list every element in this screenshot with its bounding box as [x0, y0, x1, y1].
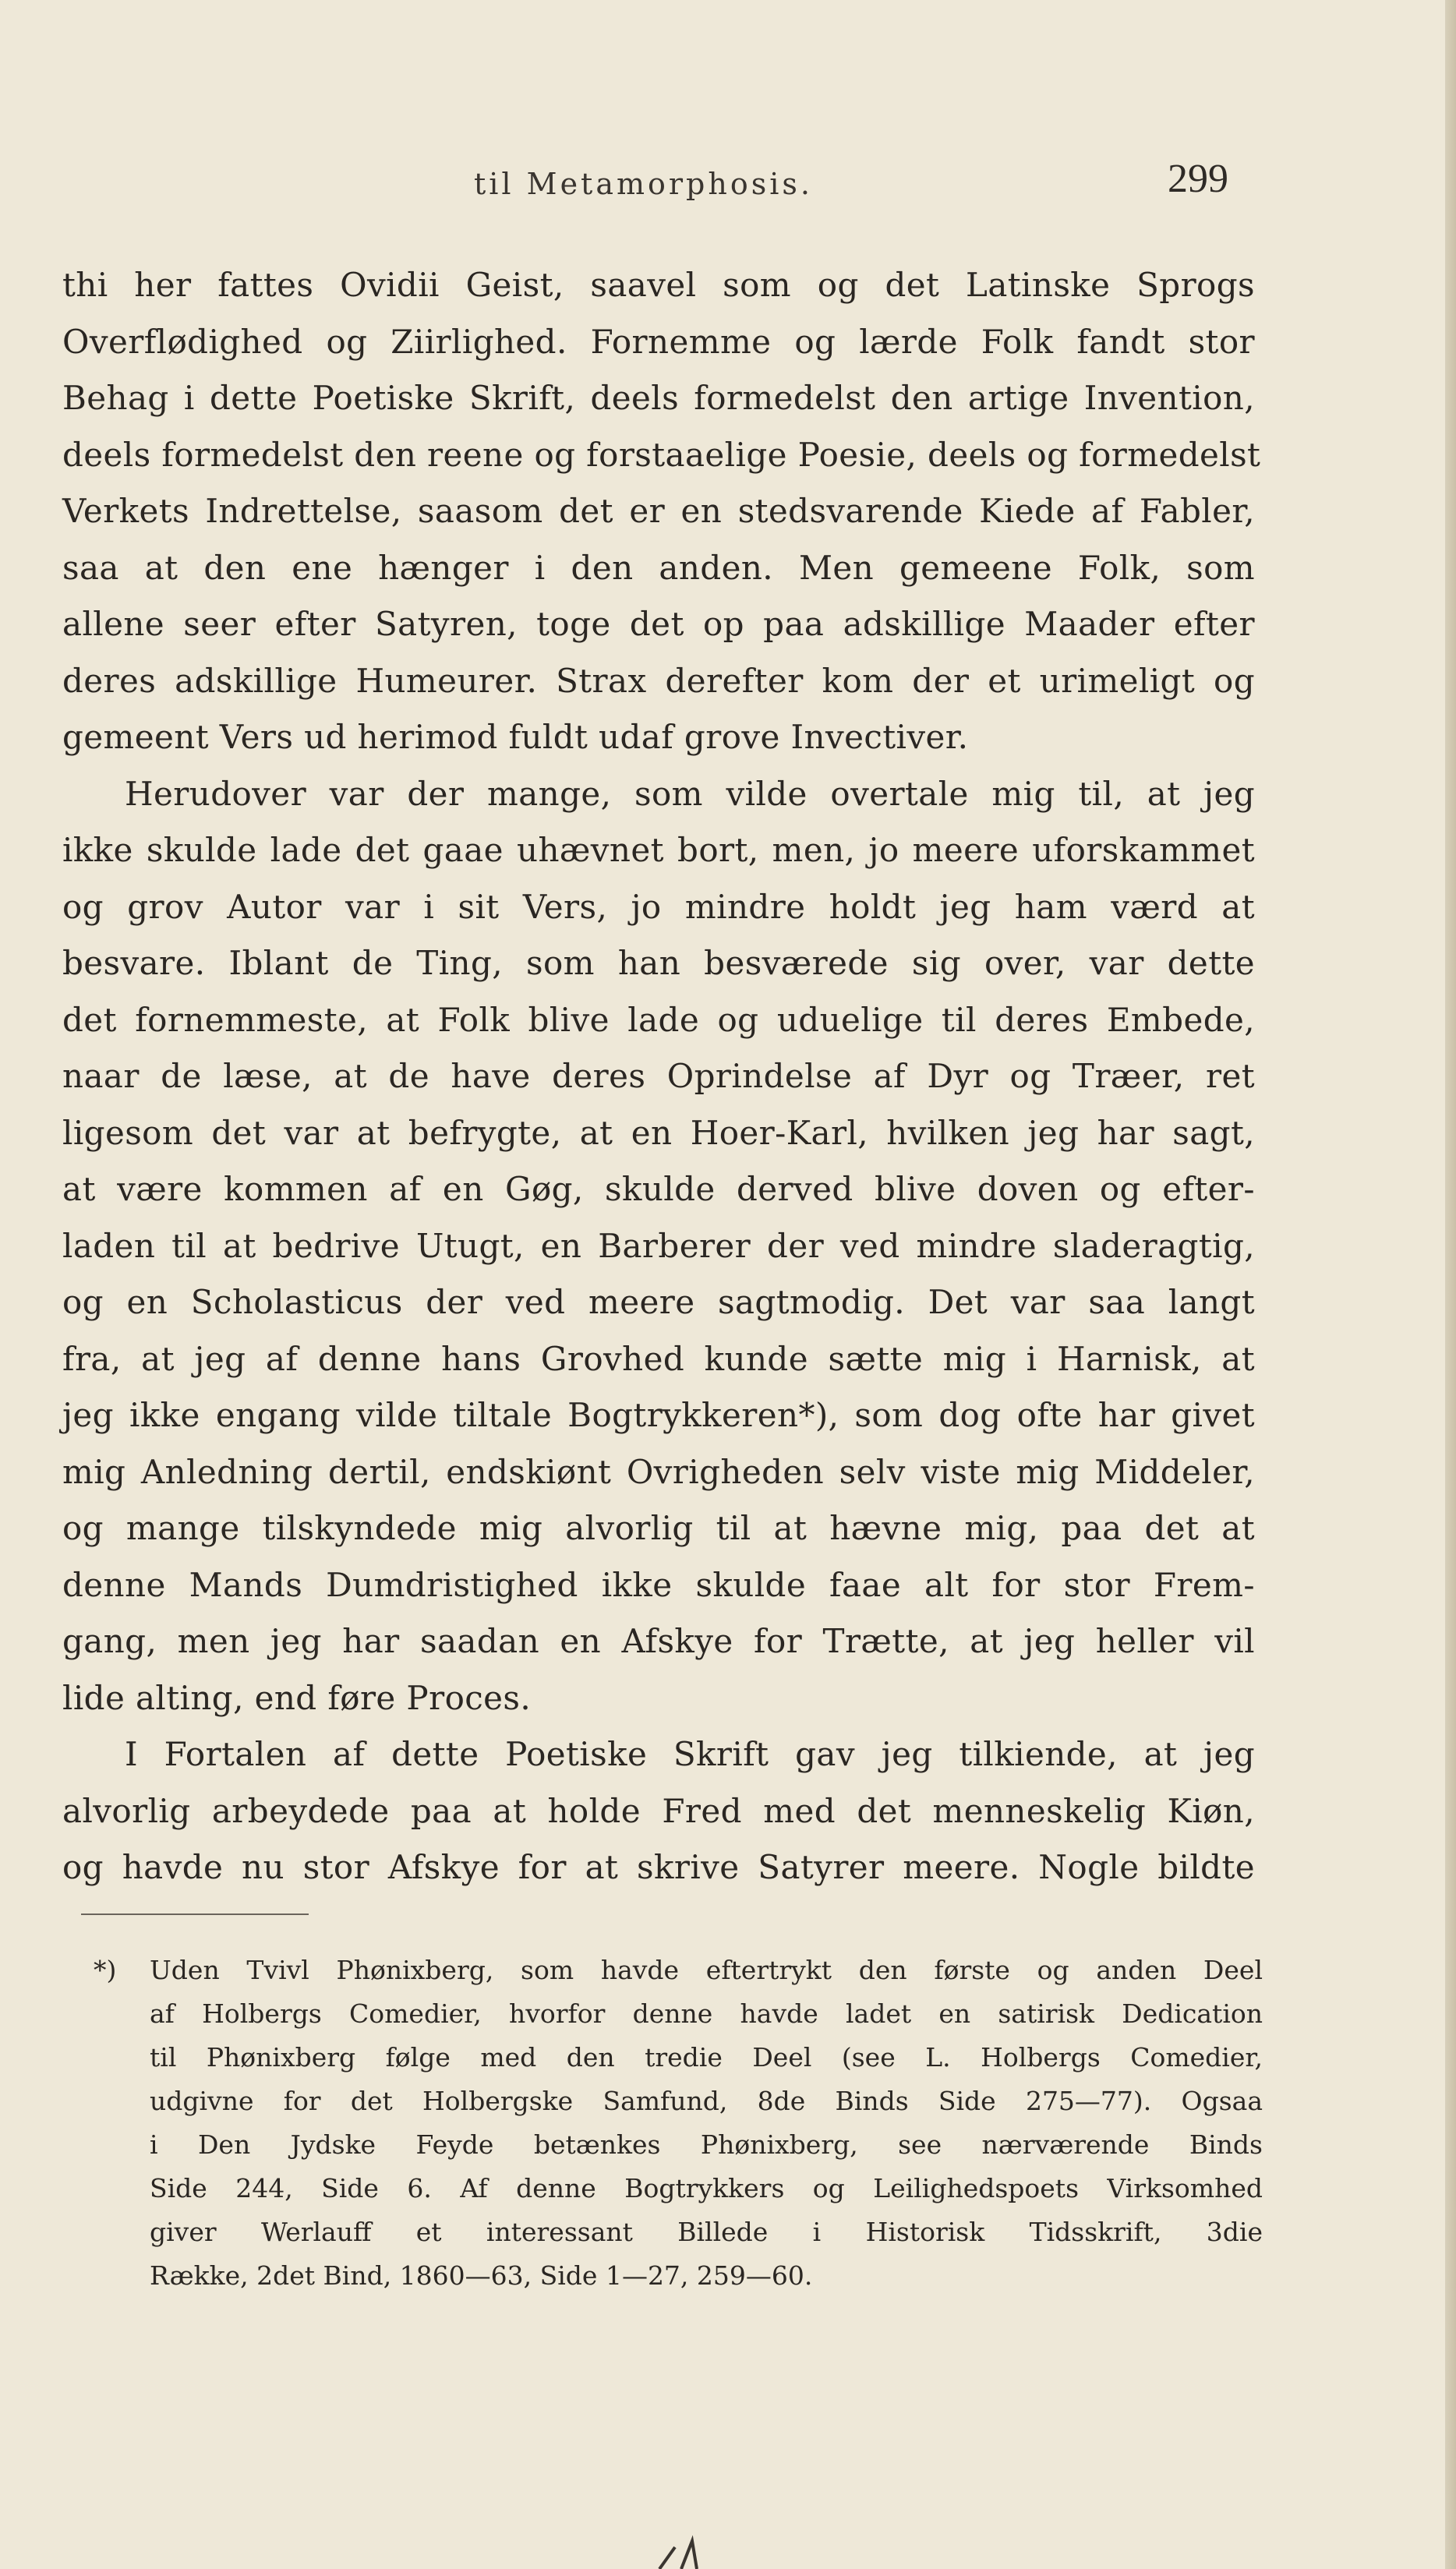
- text-line: og havde nu stor Afskye for at skrive Satyrer meere. Nogle bildte: [62, 1848, 1255, 1886]
- footnote-text: Uden Tvivl Phønixberg, som havde eftertrykt den første og anden Deel: [150, 1955, 1263, 1985]
- text-line: lide alting, end føre Proces.: [62, 1678, 532, 1717]
- text-line: deres adskillige Humeurer. Strax derefter kom der et urimeligt og: [62, 661, 1255, 700]
- text-line: mig Anledning dertil, endskiønt Ovrigheden selv viste mig Middeler,: [62, 1452, 1255, 1491]
- text-line: Overflødighed og Ziirlighed. Fornemme og lærde Folk fandt stor: [62, 322, 1255, 361]
- page-number: 299: [1168, 157, 1228, 201]
- paragraph: [62, 1726, 1255, 1896]
- text-line: gang, men jeg har saadan en Afskye for Trætte, at jeg heller vil: [62, 1622, 1255, 1660]
- text-line: det fornemmeste, at Folk blive lade og uduelige til deres Embede,: [62, 1000, 1255, 1039]
- text-line: deels formedelst den reene og forstaaelige Poesie, deels og formedelst: [62, 435, 1261, 474]
- text-line: allene seer efter Satyren, toge det op paa adskillige Maader efter: [62, 605, 1255, 643]
- footnote: [94, 1949, 1263, 2298]
- footnote-line: i Den Jydske Feyde betænkes Phønixberg, see nærværende Binds: [150, 2129, 1263, 2160]
- body-text: [62, 257, 1261, 1896]
- text-line: laden til at bedrive Utugt, en Barberer der ved mindre sladeragtig,: [62, 1226, 1255, 1265]
- page-edge: [1445, 0, 1456, 2569]
- text-line: alvorlig arbeydede paa at holde Fred med det menneskelig Kiøn,: [62, 1791, 1255, 1830]
- running-head: til Metamorphosis.: [474, 167, 813, 201]
- text-line: og mange tilskyndede mig alvorlig til at hævne mig, paa det at: [62, 1509, 1255, 1547]
- text-line: thi her fattes Ovidii Geist, saavel som og det Latinske Sprogs: [62, 266, 1255, 304]
- text-line: jeg ikke engang vilde tiltale Bogtrykkeren*), som dog ofte har givet: [62, 1396, 1255, 1434]
- ink-mark: [652, 2524, 722, 2569]
- footnote-line: af Holbergs Comedier, hvorfor denne havde ladet en satirisk Dedication: [150, 1998, 1263, 2029]
- paragraph: [62, 766, 1255, 1727]
- page-header: [0, 153, 1456, 207]
- text-line: besvare. Iblant de Ting, som han besværede sig over, var dette: [62, 944, 1255, 982]
- text-line: ikke skulde lade det gaae uhævnet bort, men, jo meere uforskammet: [62, 831, 1255, 869]
- footnote-line: Side 244, Side 6. Af denne Bogtrykkers og Leilighedspoets Virksomhed: [150, 2173, 1263, 2203]
- text-line: og en Scholasticus der ved meere sagtmodig. Det var saa langt: [62, 1283, 1255, 1321]
- text-line: og grov Autor var i sit Vers, jo mindre holdt jeg ham værd at: [62, 887, 1255, 926]
- footnote-marker: *): [94, 1955, 117, 1985]
- paragraph: [62, 257, 1261, 766]
- footnote-line: giver Werlauff et interessant Billede i Historisk Tidsskrift, 3die: [150, 2217, 1263, 2247]
- text-line: fra, at jeg af denne hans Grovhed kunde sætte mig i Harnisk, at: [62, 1339, 1255, 1378]
- text-line: denne Mands Dumdristighed ikke skulde faae alt for stor Frem-: [62, 1565, 1255, 1604]
- footnote-line: Række, 2det Bind, 1860—63, Side 1—27, 259—60.: [150, 2260, 813, 2291]
- text-line: Verkets Indrettelse, saasom det er en stedsvarende Kiede af Fabler,: [62, 492, 1255, 530]
- text-line: Behag i dette Poetiske Skrift, deels formedelst den artige Invention,: [62, 379, 1255, 417]
- footnote-line: udgivne for det Holbergske Samfund, 8de Binds Side 275—77). Ogsaa: [150, 2086, 1263, 2116]
- text-line: I Fortalen af dette Poetiske Skrift gav jeg tilkiende, at jeg: [125, 1735, 1255, 1773]
- text-line: gemeent Vers ud herimod fuldt udaf grove Invectiver.: [62, 718, 969, 756]
- text-line: naar de læse, at de have deres Oprindelse af Dyr og Træer, ret: [62, 1057, 1255, 1095]
- text-line: at være kommen af en Gøg, skulde derved blive doven og efter-: [62, 1170, 1255, 1208]
- footnote-rule: [81, 1913, 309, 1915]
- text-line: ligesom det var at befrygte, at en Hoer-Karl, hvilken jeg har sagt,: [62, 1113, 1255, 1152]
- footnote-line: til Phønixberg følge med den tredie Deel (see L. Holbergs Comedier,: [150, 2042, 1263, 2073]
- text-line: Herudover var der mange, som vilde overtale mig til, at jeg: [125, 774, 1255, 813]
- text-line: saa at den ene hænger i den anden. Men gemeene Folk, som: [62, 548, 1255, 587]
- footnote-line: [94, 1949, 1263, 1992]
